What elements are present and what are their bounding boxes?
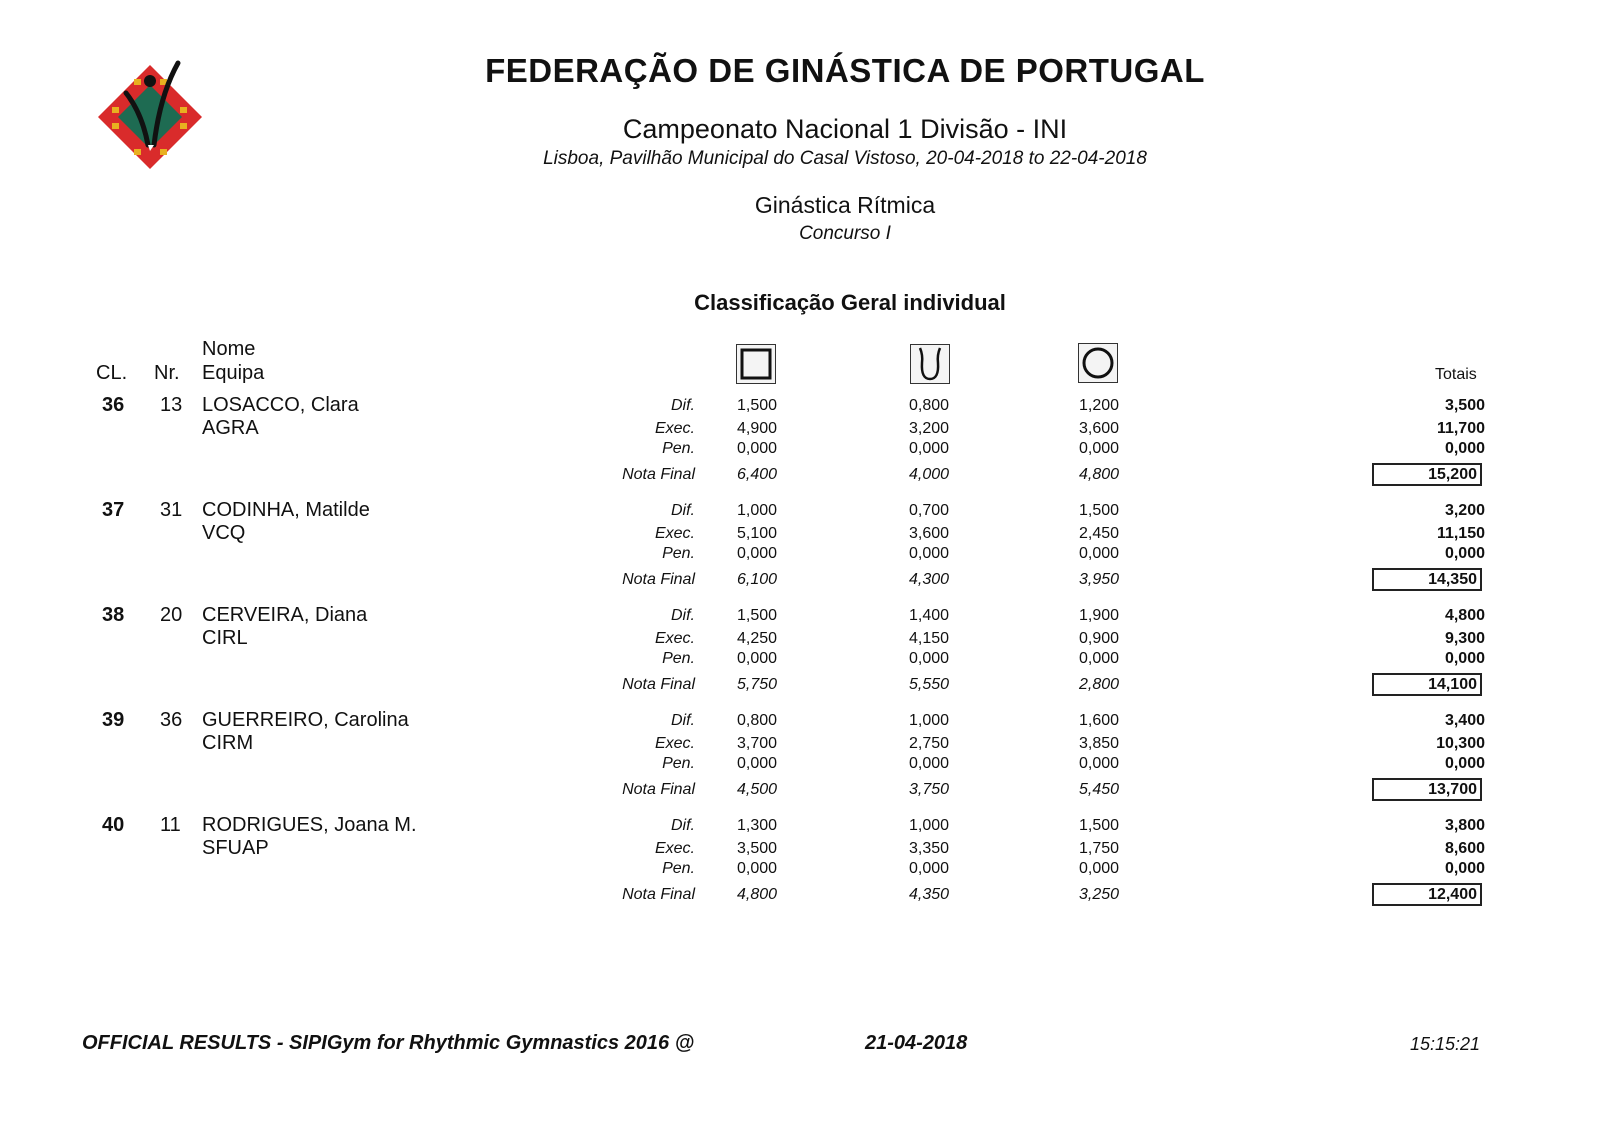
label-dif: Dif.: [671, 817, 695, 834]
score-final: 6,400: [736, 466, 778, 483]
rope-square-icon: [736, 344, 776, 384]
label-final: Nota Final: [622, 886, 695, 903]
total-exec: 10,300: [1436, 735, 1485, 752]
score-dif: 1,500: [1078, 502, 1120, 519]
athlete-block: [0, 709, 1600, 814]
score-pen: 0,000: [736, 650, 778, 667]
label-dif: Dif.: [671, 607, 695, 624]
score-final: 6,100: [736, 571, 778, 588]
score-exec: 3,350: [908, 840, 950, 857]
score-pen: 0,000: [736, 440, 778, 457]
label-dif: Dif.: [671, 397, 695, 414]
score-pen: 0,000: [908, 860, 950, 877]
label-pen: Pen.: [662, 545, 695, 562]
score-pen: 0,000: [1078, 755, 1120, 772]
score-dif: 1,500: [736, 397, 778, 414]
score-dif: 1,500: [1078, 817, 1120, 834]
clubs-icon: [910, 344, 950, 384]
label-exec: Exec.: [654, 840, 695, 857]
total-dif: 3,200: [1444, 502, 1485, 519]
header-totais: Totais: [1435, 366, 1477, 383]
ranking-title: Classificação Geral individual: [694, 290, 1006, 315]
score-final: 3,250: [1078, 886, 1120, 903]
label-final: Nota Final: [622, 676, 695, 693]
score-final: 3,750: [908, 781, 950, 798]
total-dif: 3,800: [1444, 817, 1485, 834]
footer-time: 15:15:21: [1410, 1034, 1481, 1054]
athlete-rank: 38: [102, 604, 125, 626]
athlete-block: [0, 394, 1600, 499]
label-pen: Pen.: [662, 440, 695, 457]
score-pen: 0,000: [1078, 650, 1120, 667]
label-pen: Pen.: [662, 860, 695, 877]
label-exec: Exec.: [654, 525, 695, 542]
athlete-number: 13: [160, 394, 183, 416]
header-cl: CL.: [96, 362, 128, 384]
athlete-number: 36: [160, 709, 183, 731]
score-final: 4,300: [908, 571, 950, 588]
score-pen: 0,000: [736, 860, 778, 877]
score-pen: 0,000: [908, 440, 950, 457]
score-exec: 3,850: [1078, 735, 1120, 752]
total-exec: 11,150: [1436, 525, 1485, 542]
total-dif: 4,800: [1444, 607, 1485, 624]
score-final: 5,750: [736, 676, 778, 693]
score-pen: 0,000: [1078, 440, 1120, 457]
athlete-rank: 40: [102, 814, 125, 836]
score-exec: 3,600: [1078, 420, 1120, 437]
score-dif: 1,000: [736, 502, 778, 519]
score-final: 3,950: [1078, 571, 1120, 588]
athlete-team: VCQ: [202, 522, 246, 544]
label-pen: Pen.: [662, 755, 695, 772]
score-dif: 0,800: [736, 712, 778, 729]
athlete-block: [0, 814, 1600, 919]
label-dif: Dif.: [671, 502, 695, 519]
score-pen: 0,000: [908, 755, 950, 772]
event-place: Lisboa, Pavilhão Municipal do Casal Vistoso, 20-04-2018 to 22-04-2018: [543, 148, 1147, 169]
score-exec: 3,700: [736, 735, 778, 752]
athlete-block: [0, 499, 1600, 604]
athlete-number: 11: [160, 814, 181, 836]
score-pen: 0,000: [1078, 545, 1120, 562]
score-pen: 0,000: [736, 545, 778, 562]
score-dif: 1,600: [1078, 712, 1120, 729]
total-final: 12,400: [1372, 883, 1482, 906]
total-final: 14,100: [1372, 673, 1482, 696]
label-exec: Exec.: [654, 630, 695, 647]
score-exec: 0,900: [1078, 630, 1120, 647]
total-final: 15,200: [1372, 463, 1482, 486]
athlete-number: 31: [160, 499, 183, 521]
score-dif: 0,700: [908, 502, 950, 519]
footer-official-results: OFFICIAL RESULTS - SIPIGym for Rhythmic Gymnastics 2016 @: [82, 1032, 695, 1054]
score-final: 4,800: [1078, 466, 1120, 483]
total-final: 14,350: [1372, 568, 1482, 591]
total-exec: 8,600: [1444, 840, 1485, 857]
score-exec: 3,200: [908, 420, 950, 437]
athlete-team: SFUAP: [202, 837, 269, 859]
score-final: 4,350: [908, 886, 950, 903]
athlete-team: AGRA: [202, 417, 259, 439]
total-exec: 11,700: [1436, 420, 1485, 437]
athlete-team: CIRM: [202, 732, 254, 754]
score-pen: 0,000: [736, 755, 778, 772]
score-exec: 5,100: [736, 525, 778, 542]
athlete-name: LOSACCO, Clara: [202, 394, 359, 416]
athlete-name: CODINHA, Matilde: [202, 499, 370, 521]
score-pen: 0,000: [1078, 860, 1120, 877]
score-final: 5,450: [1078, 781, 1120, 798]
athlete-rank: 39: [102, 709, 125, 731]
score-dif: 0,800: [908, 397, 950, 414]
score-exec: 4,250: [736, 630, 778, 647]
total-pen: 0,000: [1444, 545, 1485, 562]
score-pen: 0,000: [908, 650, 950, 667]
score-dif: 1,000: [908, 712, 950, 729]
event-name: Campeonato Nacional 1 Divisão - INI: [622, 114, 1068, 144]
score-dif: 1,900: [1078, 607, 1120, 624]
total-final: 13,700: [1372, 778, 1482, 801]
header-equipa: Equipa: [202, 362, 265, 384]
federation-title: FEDERAÇÃO DE GINÁSTICA DE PORTUGAL: [485, 52, 1205, 89]
total-dif: 3,500: [1444, 397, 1485, 414]
athlete-name: CERVEIRA, Diana: [202, 604, 368, 626]
score-exec: 3,500: [736, 840, 778, 857]
score-exec: 4,150: [908, 630, 950, 647]
score-pen: 0,000: [908, 545, 950, 562]
athlete-number: 20: [160, 604, 183, 626]
hoop-icon: [1078, 343, 1118, 383]
score-exec: 3,600: [908, 525, 950, 542]
header-nr: Nr.: [154, 362, 180, 384]
score-final: 4,500: [736, 781, 778, 798]
athlete-name: RODRIGUES, Joana M.: [202, 814, 417, 836]
label-exec: Exec.: [654, 735, 695, 752]
total-pen: 0,000: [1444, 860, 1485, 877]
total-pen: 0,000: [1444, 650, 1485, 667]
label-final: Nota Final: [622, 781, 695, 798]
athlete-rank: 36: [102, 394, 125, 416]
athlete-name: GUERREIRO, Carolina: [202, 709, 409, 731]
label-final: Nota Final: [622, 466, 695, 483]
score-final: 5,550: [908, 676, 950, 693]
athlete-block: [0, 604, 1600, 709]
score-dif: 1,500: [736, 607, 778, 624]
score-exec: 2,750: [908, 735, 950, 752]
total-pen: 0,000: [1444, 755, 1485, 772]
total-exec: 9,300: [1444, 630, 1485, 647]
label-dif: Dif.: [671, 712, 695, 729]
footer-date: 21-04-2018: [865, 1032, 968, 1054]
athlete-rank: 37: [102, 499, 125, 521]
score-dif: 1,200: [1078, 397, 1120, 414]
score-final: 2,800: [1078, 676, 1120, 693]
label-pen: Pen.: [662, 650, 695, 667]
score-dif: 1,400: [908, 607, 950, 624]
label-final: Nota Final: [622, 571, 695, 588]
score-final: 4,800: [736, 886, 778, 903]
score-exec: 1,750: [1078, 840, 1120, 857]
total-dif: 3,400: [1444, 712, 1485, 729]
competition-title: Concurso I: [799, 223, 891, 244]
score-exec: 2,450: [1078, 525, 1120, 542]
score-dif: 1,300: [736, 817, 778, 834]
total-pen: 0,000: [1444, 440, 1485, 457]
score-dif: 1,000: [908, 817, 950, 834]
score-final: 4,000: [908, 466, 950, 483]
label-exec: Exec.: [654, 420, 695, 437]
score-exec: 4,900: [736, 420, 778, 437]
discipline-title: Ginástica Rítmica: [754, 192, 936, 218]
athlete-team: CIRL: [202, 627, 248, 649]
header-nome: Nome: [202, 338, 256, 360]
